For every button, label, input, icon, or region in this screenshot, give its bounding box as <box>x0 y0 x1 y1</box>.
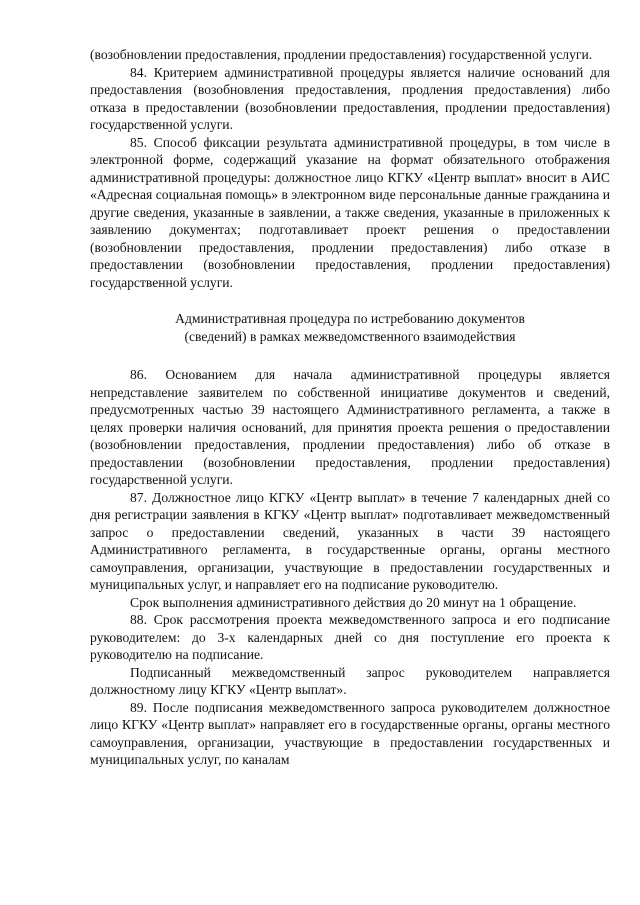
section-heading-line-2: (сведений) в рамках межведомственного взаимодействия <box>184 328 516 344</box>
paragraph-84: 84. Критерием административной процедуры является наличие оснований для предоставления (возобновления предоставления, продления предоставления) либо отказа в предоставлении (возобновлении предоставления, продлении предоставления) государственной услуги. <box>90 64 610 132</box>
paragraph-85: 85. Способ фиксации результата административной процедуры, в том числе в электронной форме, содержащий указание на формат обязательного отображения административной процедуры: должностное лицо КГКУ «Центр выплат» вносит в АИС «Адресная социальная помощь» в электронном виде персональные данные гражданина и другие сведения, указанные в заявлении, а также сведения, указанные в приложенных к заявлению документах; подготавливает проект решения о предоставлении (возобновлении предоставления, продлении предоставления) либо отказе в предоставлении (возобновлении предоставления, продлении предоставления) государственной услуги. <box>90 134 610 290</box>
paragraph-86: 86. Основанием для начала административной процедуры является непредставление заявителем по собственной инициативе документов и сведений, предусмотренных частью 39 настоящего Административного регламента, а также в целях проверки наличия оснований, для принятия проекта решения о предоставлении (возобновлении предоставления, продлении предоставления) либо об отказе в предоставлении (возобновлении предоставления, продлении предоставления) государственной услуги. <box>90 367 610 487</box>
paragraph-89: 89. После подписания межведомственного запроса руководителем должностное лицо КГКУ «Центр выплат» направляет его в государственные органы, органы местного самоуправления, организации, участвующие в предоставлении государственных и муниципальных услуг, по каналам <box>90 699 610 767</box>
paragraph-88-signed: Подписанный межведомственный запрос руководителем направляется должностному лицу КГКУ «Центр выплат». <box>90 664 610 697</box>
paragraph-continuation: (возобновлении предоставления, продлении предоставления) государственной услуги. <box>90 47 593 62</box>
section-heading-line-1: Административная процедура по истребованию документов <box>175 311 525 326</box>
spacer <box>90 291 610 310</box>
spacer <box>90 345 610 366</box>
paragraph-87: 87. Должностное лицо КГКУ «Центр выплат» в течение 7 календарных дней со дня регистрации заявления в КГКУ «Центр выплат» подготавливает межведомственный запрос о предоставлении сведений, указанных в части 39 настоящего Административного регламента, в государственные органы, органы местного самоуправления, организации, участвующие в предоставлении государственных и муниципальных услуг, и направляет его на подписание руководителю. <box>90 489 610 592</box>
paragraph-87-term: Срок выполнения административного действия до 20 минут на 1 обращение. <box>130 594 577 610</box>
paragraph-88: 88. Срок рассмотрения проекта межведомственного запроса и его подписание руководителем: до 3-х календарных дней со дня поступление его проекта к руководителю на подписание. <box>90 612 610 662</box>
